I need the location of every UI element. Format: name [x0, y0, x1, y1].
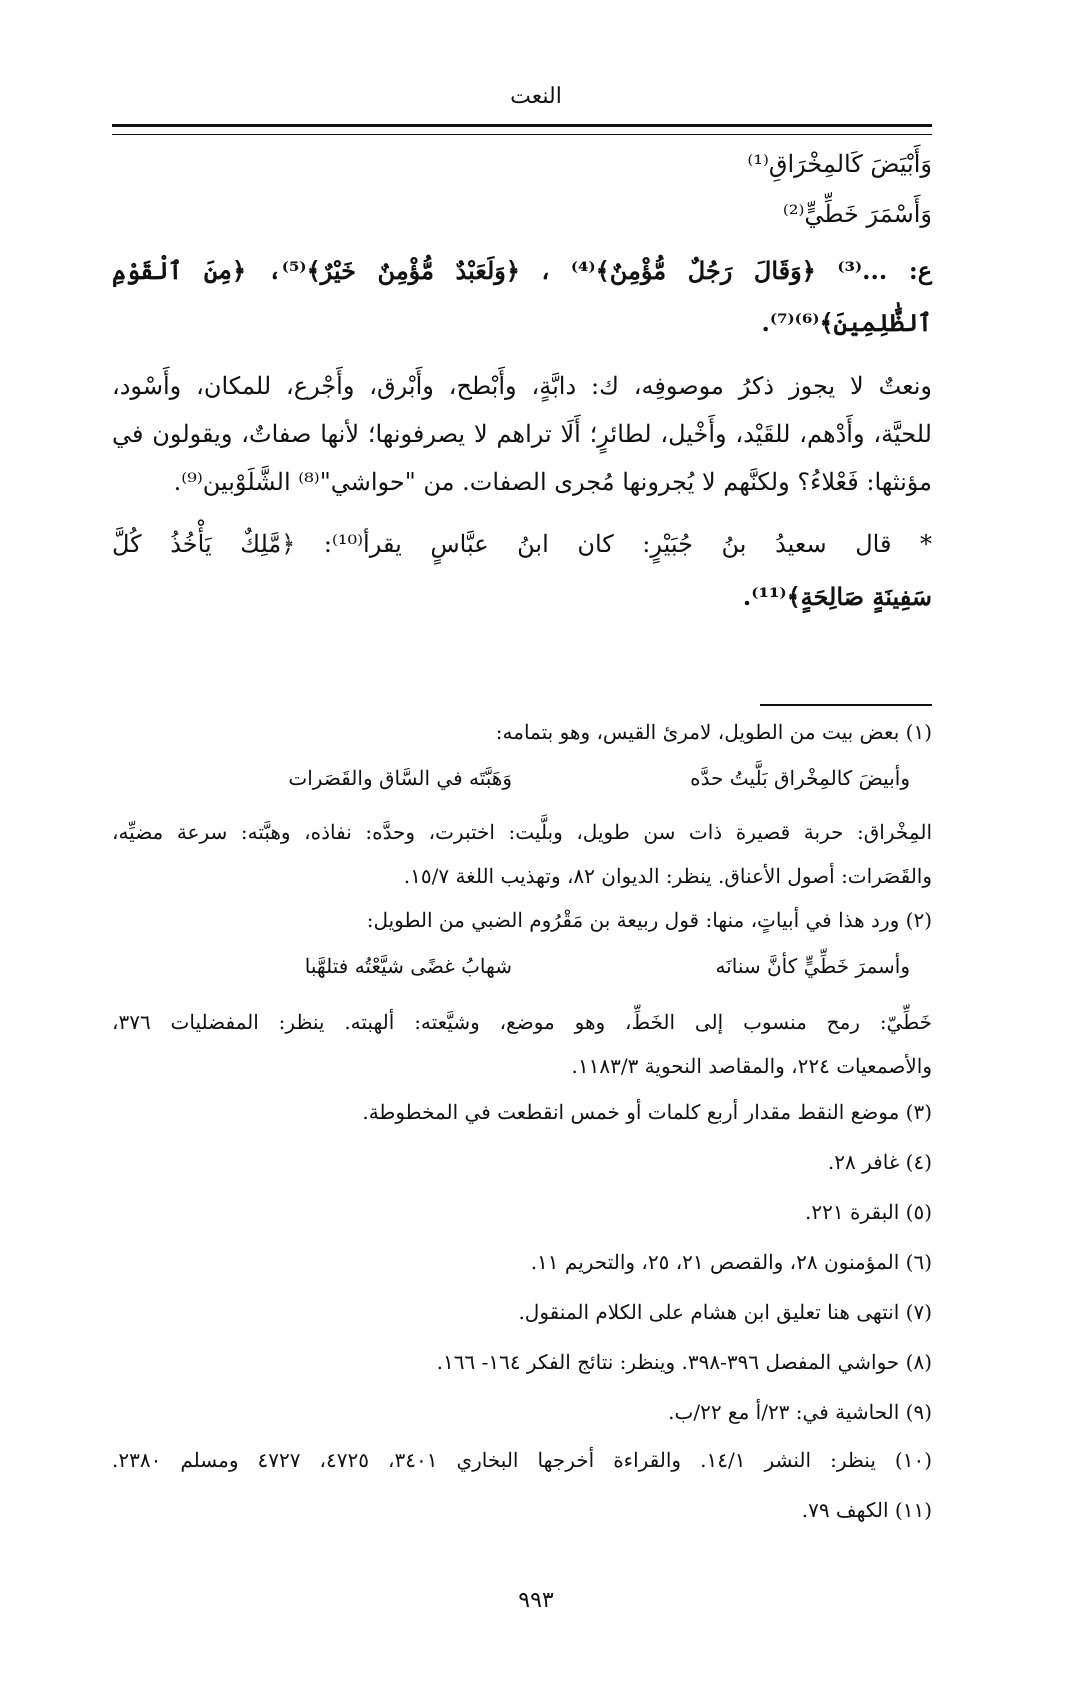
paragraph-1-line-3: مؤنثها: فَعْلاءُ؟ ولكنَّهم لا يُجرونها مُجرى الصفات. من "حواشي"⁽⁸⁾ الشَّلَوْبين⁽⁹⁾.: [173, 468, 932, 496]
footnote-1-verse-second-half: وَهَبَّتَه في السَّاق والقَصَرات: [288, 766, 512, 790]
paragraph-2-line-1: * قال سعيدُ بنُ جُبَيْرٍ: كان ابنُ عبَّاسٍ يقرأ⁽¹⁰⁾: ﴿مَّلِكٌ يَأْخُذُ كُلَّ: [112, 530, 933, 558]
footnote-5: (٥) البقرة ٢٢١.: [805, 1200, 932, 1224]
quran-citation-line-1: ع: ...⁽³⁾ ﴿وَقَالَ رَجُلٌ مُّؤْمِنٌ﴾⁽⁴⁾ ، ﴿وَلَعَبْدٌ مُّؤْمِنٌ خَيْرٌ﴾⁽⁵⁾، ﴿مِنَ ٱلْقَوْمِ: [112, 256, 933, 285]
poem-line-2: وَأَسْمَرَ خَطِّيٍّ⁽²⁾: [782, 200, 932, 228]
footnote-6: (٦) المؤمنون ٢٨، والقصص ٢١، ٢٥، والتحريم ١١.: [530, 1250, 932, 1274]
footnote-2-verse-second-half: شهابُ غضًى شيَّعْتُه فتلهَّبا: [304, 954, 512, 978]
footnote-1-intro: (١) بعض بيت من الطويل، لامرئ القيس، وهو بتمامه:: [495, 720, 932, 744]
paragraph-1-line-1: ونعتٌ لا يجوز ذكرُ موصوفِه، ك: دابَّةٍ، وأَبْطح، وأَبْرق، وأَجْرع، للمكان، وأَسْود،: [112, 372, 932, 400]
footnote-10: (١٠) ينظر: النشر ١٤/١. والقراءة أخرجها البخاري ٣٤٠١، ٤٧٢٥، ٤٧٢٧ ومسلم ٢٣٨٠.: [112, 1448, 933, 1472]
paragraph-2-line-2: سَفِينَةٍ صَالِحَةٍ﴾⁽¹¹⁾.: [742, 582, 932, 611]
header-rule-thick: [112, 124, 932, 127]
running-header-title: النعت: [510, 84, 562, 109]
header-rule-thin: [112, 134, 932, 135]
footnote-separator: [760, 704, 932, 706]
footnote-9: (٩) الحاشية في: ٢٣/أ مع ٢٢/ب.: [668, 1400, 932, 1424]
footnote-2-explanation-line-2: والأصمعيات ٢٢٤، والمقاصد النحوية ١١٨٣/٣.: [571, 1054, 932, 1078]
footnote-1-explanation-line-1: المِخْراق: حربة قصيرة ذات سن طويل، وبلَّيت: اختبرت، وحدَّه: نفاذه، وهبَّته: سرعة مضيِّه،: [112, 820, 932, 844]
footnote-11: (١١) الكهف ٧٩.: [801, 1498, 932, 1522]
footnote-2-explanation-line-1: خَطِّيّ: رمح منسوب إلى الخَطِّ، وهو موضع، وشيَّعته: ألهبته. ينظر: المفضليات ٣٧٦،: [112, 1010, 932, 1034]
page-number: ٩٩٣: [518, 1588, 554, 1613]
paragraph-1-line-2: للحيَّة، وأَدْهم، للقَيْد، وأَخْيل، لطائرٍ؛ أَلَا تراهم لا يصرفونها؛ لأنها صفاتٌ، ويقولون في: [112, 420, 932, 448]
footnote-4: (٤) غافر ٢٨.: [827, 1150, 932, 1174]
footnote-2-verse-first-half: وأسمرَ خَطِّيٍّ كأنَّ سنانَه: [715, 954, 910, 978]
footnote-3: (٣) موضع النقط مقدار أربع كلمات أو خمس انقطعت في المخطوطة.: [362, 1100, 932, 1124]
footnote-2-intro: (٢) ورد هذا في أبياتٍ، منها: قول ربيعة بن مَقْرُوم الضبي من الطويل:: [366, 908, 932, 932]
quran-citation-line-2: ٱلظَّٰلِمِينَ﴾⁽⁶⁾⁽⁷⁾.: [761, 308, 932, 337]
footnote-1-explanation-line-2: والقَصَرات: أصول الأعناق. ينظر: الديوان ٨٢، وتهذيب اللغة ١٥/٧.: [403, 864, 932, 888]
poem-line-1: وَأَبْيَضَ كَالمِخْرَاقِ⁽¹⁾: [747, 150, 932, 178]
footnote-1-verse-first-half: وأبيضَ كالمِخْراق بَلَّيتُ حدَّه: [690, 766, 910, 790]
footnote-8: (٨) حواشي المفصل ٣٩٦-٣٩٨. وينظر: نتائج الفكر ١٦٤- ١٦٦.: [436, 1350, 932, 1374]
footnote-7: (٧) انتهى هنا تعليق ابن هشام على الكلام المنقول.: [518, 1300, 932, 1324]
